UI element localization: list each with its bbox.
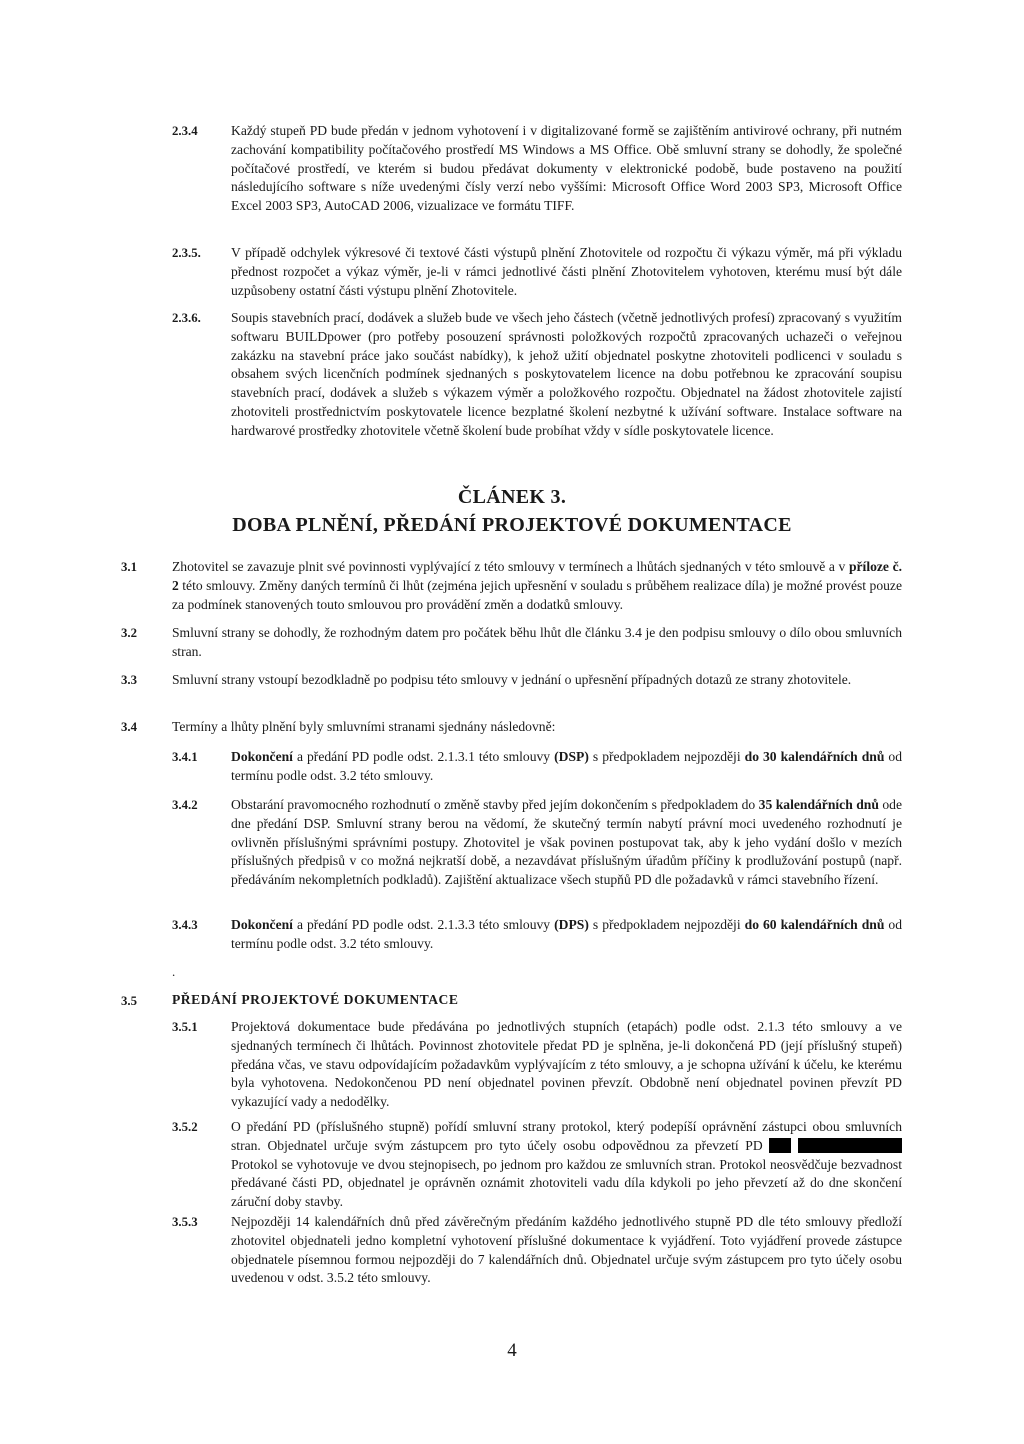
section-number-2-3-6: 2.3.6. [172, 311, 201, 325]
article-heading-line1: ČLÁNEK 3. [457, 486, 567, 508]
stray-dot: . [172, 964, 176, 979]
article-heading-line2: DOBA PLNĚNÍ, PŘEDÁNÍ PROJEKTOVÉ DOKUMENTACE [232, 514, 792, 536]
section-number-3-4: 3.4 [121, 720, 137, 734]
section-text-3-3: Smluvní strany vstoupí bezodkladně po podpisu této smlouvy v jednání o upřesnění případných dotazů ze strany zhotovitele. [172, 672, 852, 687]
section-text-3-5-1: Projektová dokumentace bude předávána po jednotlivých stupních (etapách) podle odst. 2.1.3 této smlouvy a ve sjednaných termínech či lhůtách. Povinnost zhotovitele předat PD je splněna, je-li dokončená PD (její příslušný stupeň) předána včas, ve stavu odpovídajícím požadavkům vyplývajícím z této smlouvy, a je schopna užívání k účelu, ke kterému byla vyhotovena. Nedokončenou PD není objednatel povinen převzít. Obdobně není objednatel povinen převzít PD vykazující vady a nedodělky. [231, 1019, 902, 1110]
section-text-2-3-5: V případě odchylek výkresové či textové části výstupů plnění Zhotovitele od rozpočtu či výkazu výměr, má při výkladu přednost rozpočet a výkaz výměr, je-li v rámci jednotlivé části plnění Zhotovitelem vyhotoven, kterému musí být dále uzpůsobeny ostatní části výstupu plnění Zhotovitele. [231, 245, 902, 298]
section-number-3-1: 3.1 [121, 560, 137, 574]
redaction-box [798, 1138, 902, 1153]
section-text-3-4-3: Dokončení a předání PD podle odst. 2.1.3.3 této smlouvy (DPS) s předpokladem nejpozději do 60 kalendářních dnů od termínu podle odst. 3.2 této smlouvy. [231, 917, 902, 951]
section-text-3-4: Termíny a lhůty plnění byly smluvními stranami sjednány následovně: [172, 719, 556, 734]
section-number-3-5-1: 3.5.1 [172, 1020, 198, 1034]
section-number-3-4-2: 3.4.2 [172, 798, 198, 812]
section-number-3-3: 3.3 [121, 673, 137, 687]
section-number-3-5-2: 3.5.2 [172, 1120, 198, 1134]
section-text-2-3-4: Každý stupeň PD bude předán v jednom vyhotovení i v digitalizované formě se zajištěním antivirové ochrany, při nutném zachování kompatibility počítačového prostředí MS Windows a MS Office. Obě smluvní strany se dohodly, že společné počítačové prostředí, ve kterém si budou předávat dokumenty v elektronické podobě, bude postaveno na použití následujícího software s níže uvedenými čísly verzí nebo vyššími: Microsoft Office Word 2003 SP3, Microsoft Office Excel 2003 SP3, AutoCAD 2006, vizualizace ve formátu TIFF. [231, 123, 902, 214]
section-text-2-3-6: Soupis stavebních prací, dodávek a služeb bude ve všech jeho částech (včetně jednotlivých profesí) zpracovaný s využitím softwaru BUILDpower (pro potřeby posouzení správnosti položkových rozpočtů zpracovaných uchazeči o veřejnou zakázku na stavební práce jako součást nabídky), k jehož užití objednatel poskytne zhotoviteli podlicenci v souladu s obsahem svých licenčních podmínek sjednaných s poskytovatelem licence na dobu potřebnou ke zpracování soupisu stavebních prací, dodávek a služeb s výkazem výměr a položkového rozpočtu. Objednatel na žádost zhotovitele zajistí zhotoviteli prostřednictvím poskytovatele licence bezplatné školení nezbytné k užívání software. Instalace software na hardwarové prostředky zhotovitele včetně školení bude probíhat vždy v sídle poskytovatele licence. [231, 310, 902, 438]
redaction-box [769, 1138, 791, 1153]
section-number-2-3-4: 2.3.4 [172, 124, 198, 138]
section-number-3-5: 3.5 [121, 994, 137, 1008]
section-number-2-3-5: 2.3.5. [172, 246, 201, 260]
section-text-3-5-2: O předání PD (příslušného stupně) pořídí smluvní strany protokol, který podepíší oprávnění zástupci obou smluvních stran. Objednatel určuje svým zástupcem pro tyto účely osobu odpovědnou za převzetí PD Protokol se vyhotovuje ve dvou stejnopisech, po jednom pro každou ze smluvních stran. Protokol neosvědčuje bezvadnost předávané části PD, objednatel je oprávněn oznámit zhotoviteli vadu díla kdykoli po jeho převzetí až do dne skončení záruční doby stavby. [231, 1119, 902, 1210]
section-number-3-5-3: 3.5.3 [172, 1215, 198, 1229]
page-number: 4 [507, 1340, 517, 1361]
section-text-3-1: Zhotovitel se zavazuje plnit své povinnosti vyplývající z této smlouvy v termínech a lhůtách sjednaných v této smlouvě a v příloze č. 2 této smlouvy. Změny daných termínů či lhůt (zejména jejich upřesnění v souladu s průběhem realizace díla) je možné provést pouze za podmínek stanovených touto smlouvou pro provádění změn a dodatků smlouvy. [172, 559, 903, 612]
section-number-3-2: 3.2 [121, 626, 137, 640]
section-text-3-5-3: Nejpozději 14 kalendářních dnů před závěrečným předáním každého jednotlivého stupně PD dle této smlouvy předloží zhotovitel objednateli jedno kompletní vyhotovení příslušné dokumentace k vyjádření. Toto vyjádření provede zástupce objednatele písemnou formou nejpozději do 7 kalendářních dnů. Objednatel určuje svým zástupcem pro tyto účely osobu uvedenou v odst. 3.5.2 této smlouvy. [231, 1214, 902, 1286]
section-text-3-4-1: Dokončení a předání PD podle odst. 2.1.3.1 této smlouvy (DSP) s předpokladem nejpozději do 30 kalendářních dnů od termínu podle odst. 3.2 této smlouvy. [231, 749, 902, 783]
annex-reference: příloze č. 2 [172, 559, 903, 593]
section-text-3-2: Smluvní strany se dohodly, že rozhodným datem pro počátek běhu lhůt dle článku 3.4 je den podpisu smlouvy o dílo obou smluvních stran. [172, 625, 902, 659]
section-title-3-5: PŘEDÁNÍ PROJEKTOVÉ DOKUMENTACE [172, 992, 459, 1007]
section-text-3-4-2: Obstarání pravomocného rozhodnutí o změně stavby před jejím dokončením s předpokladem do 35 kalendářních dnů ode dne předání DSP. Smluvní strany berou na vědomí, že skutečný termín nabytí právní moci uvedeného rozhodnutí je ovlivněn příslušnými správními postupy. Zhotovitel je však povinen postupovat tak, aby k jeho vydání došlo v mezích příslušných předpisů v co možná nejkratší době, a nezavdávat příslušným úřadům příčiny k prodlužování postupů (např. předáváním nekompletních podkladů). Zajištění aktualizace všech stupňů PD dle požadavků v rámci stavebního řízení. [231, 797, 902, 888]
section-number-3-4-1: 3.4.1 [172, 750, 198, 764]
section-number-3-4-3: 3.4.3 [172, 918, 198, 932]
